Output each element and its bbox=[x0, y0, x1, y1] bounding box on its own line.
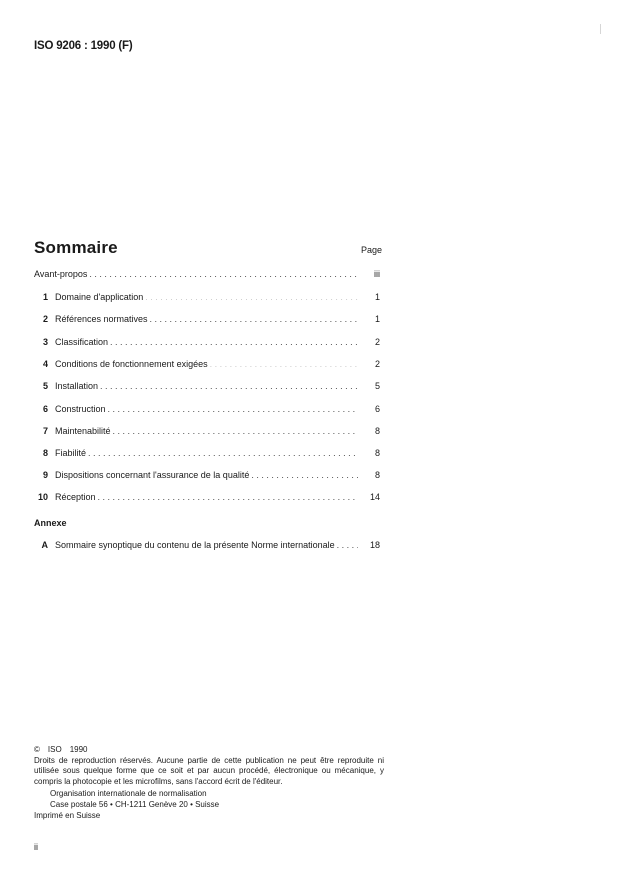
copyright-line bbox=[34, 745, 384, 756]
dot-leader bbox=[210, 359, 358, 369]
copyright-owner: ISO bbox=[47, 745, 62, 754]
dot-leader bbox=[113, 426, 358, 436]
toc-entry-label: Références normatives bbox=[55, 314, 148, 324]
toc-entry-page: 6 bbox=[374, 404, 380, 414]
toc-entry-page: 5 bbox=[374, 381, 380, 391]
toc-entry-8[interactable] bbox=[34, 448, 380, 460]
toc-entry-10[interactable] bbox=[34, 492, 380, 504]
toc-entry-label: Domaine d'application bbox=[55, 292, 144, 302]
toc-entry-number: 8 bbox=[42, 448, 48, 458]
toc-entry-number: 1 bbox=[42, 292, 48, 302]
toc-entry-number: 6 bbox=[42, 404, 48, 414]
dot-leader bbox=[337, 540, 358, 550]
dot-leader bbox=[88, 448, 358, 458]
toc-entry-number: A bbox=[41, 540, 48, 550]
toc-entry-label: Conditions de fonctionnement exigées bbox=[55, 359, 208, 369]
copyright-icon: © bbox=[34, 745, 40, 754]
toc-entry-page: 18 bbox=[369, 540, 380, 550]
toc-entry-page: 2 bbox=[374, 359, 380, 369]
toc-entry-number: 5 bbox=[42, 381, 48, 391]
toc-entry-avant-propos[interactable] bbox=[34, 269, 380, 281]
scan-edge-mark bbox=[600, 24, 601, 34]
toc-entry-number: 4 bbox=[42, 359, 48, 369]
printed-in: Imprimé en Suisse bbox=[34, 811, 101, 820]
toc-entry-9[interactable] bbox=[34, 470, 380, 482]
copyright-block bbox=[34, 745, 384, 822]
toc-entry-page: 8 bbox=[374, 426, 380, 436]
toc-entry-page: 8 bbox=[374, 448, 380, 458]
dot-leader bbox=[110, 337, 358, 347]
toc-entry-page: iii bbox=[374, 269, 380, 279]
toc-entry-page: 2 bbox=[374, 337, 380, 347]
dot-leader bbox=[150, 314, 358, 324]
toc-entry-number: 7 bbox=[42, 426, 48, 436]
dot-leader bbox=[251, 470, 358, 480]
dot-leader bbox=[98, 492, 358, 502]
rights-text: Droits de reproduction réservés. Aucune partie de cette publication ne peut être reproduite ni utilisée sous quelque forme que ce soit et par aucun procédé, électronique ou mécanique, y compris la photocopie et les microfilms, sans l'accord écrit de l'éditeur. bbox=[34, 755, 384, 786]
toc-entry-page: 1 bbox=[374, 314, 380, 324]
toc-entry-label: Maintenabilité bbox=[55, 426, 111, 436]
page-number: ii bbox=[34, 842, 38, 852]
toc-entry-2[interactable] bbox=[34, 314, 380, 326]
toc-entry-page: 14 bbox=[369, 492, 380, 502]
toc-entry-4[interactable] bbox=[34, 359, 380, 371]
toc-entry-6[interactable] bbox=[34, 404, 380, 416]
toc-entry-number: 3 bbox=[42, 337, 48, 347]
organization-address: Case postale 56 • CH-1211 Genève 20 • Suisse bbox=[50, 799, 220, 809]
dot-leader bbox=[89, 269, 358, 279]
toc-entry-annex-a[interactable] bbox=[34, 540, 380, 552]
organization-name: Organisation internationale de normalisation bbox=[50, 789, 207, 798]
toc-entry-label: Réception bbox=[55, 492, 96, 502]
toc-entry-label: Sommaire synoptique du contenu de la présente Norme internationale bbox=[55, 540, 335, 550]
toc-entry-number: 10 bbox=[37, 492, 48, 502]
toc-entry-1[interactable] bbox=[34, 292, 380, 304]
annex-heading: Annexe bbox=[34, 518, 67, 528]
toc-entry-label: Classification bbox=[55, 337, 109, 347]
toc-entry-7[interactable] bbox=[34, 426, 380, 438]
toc-entry-number: 9 bbox=[42, 470, 48, 480]
toc-entry-label: Fiabilité bbox=[55, 448, 87, 458]
toc-entry-3[interactable] bbox=[34, 337, 380, 349]
toc-entry-page: 8 bbox=[374, 470, 380, 480]
toc-title: Sommaire bbox=[34, 238, 118, 257]
toc-entry-label: Avant-propos bbox=[34, 269, 88, 279]
toc-entry-5[interactable] bbox=[34, 381, 380, 393]
toc-entry-label: Dispositions concernant l'assurance de la qualité bbox=[55, 470, 250, 480]
toc-entry-number: 2 bbox=[42, 314, 48, 324]
copyright-year: 1990 bbox=[69, 745, 88, 754]
document-id: ISO 9206 : 1990 (F) bbox=[34, 40, 133, 52]
toc-entry-label: Installation bbox=[55, 381, 99, 391]
dot-leader bbox=[100, 381, 358, 391]
dot-leader bbox=[108, 404, 358, 414]
page-column-label: Page bbox=[361, 245, 383, 255]
toc-entry-page: 1 bbox=[374, 292, 380, 302]
toc-entry-label: Construction bbox=[55, 404, 106, 414]
dot-leader bbox=[145, 292, 358, 302]
